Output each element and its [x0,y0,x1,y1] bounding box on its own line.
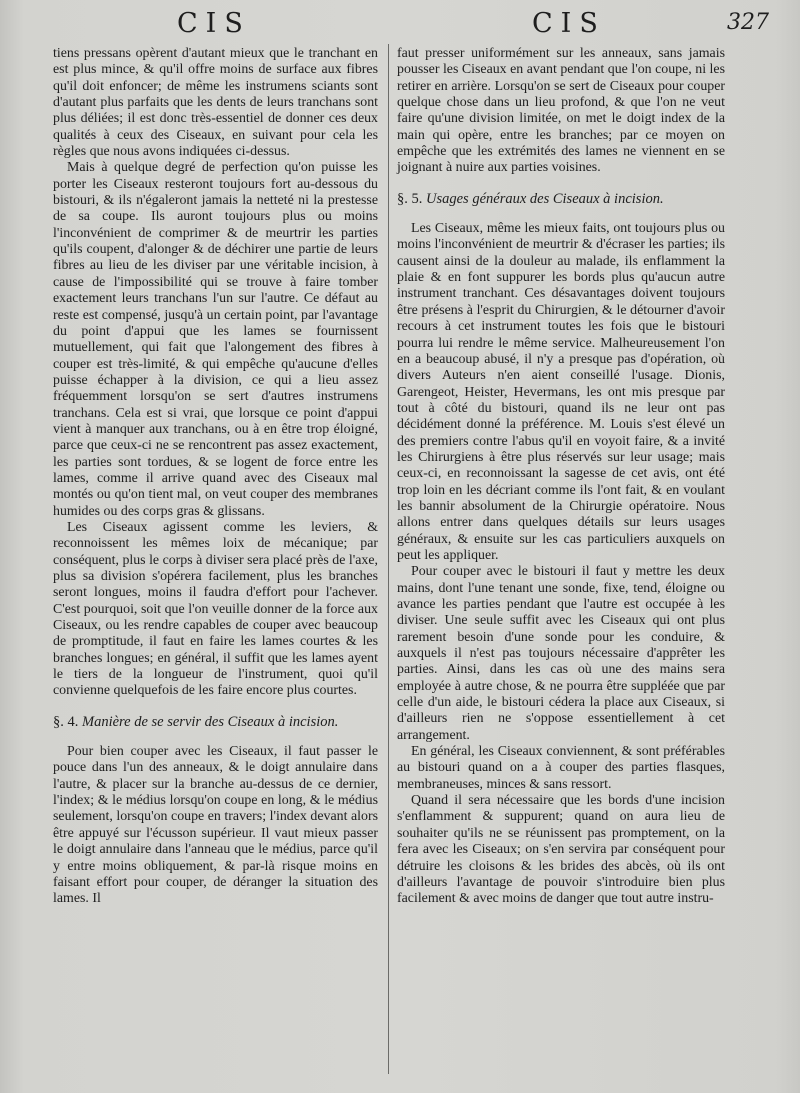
section-number: §. 5. [397,190,423,207]
running-header [0,8,800,42]
paragraph: En général, les Ciseaux conviennent, & sont préférables au bistouri quand on a à couper des parties flasques, membraneuses, minces & sans ressort. [397,744,725,792]
column-divider [388,44,389,1074]
header-left-title: CIS [177,8,251,39]
paragraph: Les Ciseaux, même les mieux faits, ont toujours plus ou moins l'inconvénient de meurtrir & d'écraser les parties; ils causent ainsi de la douleur au malade, ils enflamment la plaie & en font suppurer les bords plus qu'aucun autre instrument tranchant. Ces désavantages doivent toujours être présens à l'esprit du Chirurgien, & le détourner d'avoir recours à cet instrument toutes les fois que le bistouri pourra lui rendre le même service. Malheureusement l'on en a beaucoup abusé, il n'y a presque pas d'opération, où divers Auteurs n'en aient conseillé l'usage. Dionis, Garengeot, Heister, Hevermans, les ont mis presque par tout à côté du bistouri, quand ils ne leur ont pas décidément donné la préférence. M. Louis s'est élevé un des premiers contre l'abus qu'il en voyoit faire, & a invité les Chirurgiens à être plus réservés sur leur usage; mais ceux-ci, en reconnoissant la sagesse de cet avis, ont été trop loin en les décriant comme ils l'ont fait, & en voulant les bannir absolument de la Chirurgie opératoire. Nous allons entrer dans quelques détails sur leurs usages généraux, & ensuite sur les cas particuliers auxquels on peut les appliquer. [397,221,725,563]
paragraph: Pour bien couper avec les Ciseaux, il faut passer le pouce dans l'un des anneaux, & le doigt annulaire dans l'autre, & placer sur la branche au-dessus de ce dernier, l'index; & le médius lorsqu'on coupe en long, & le médius seulement, lorsqu'on coupe en travers; l'index devant alors être appuyé sur l'écusson supérieur. Il vaut mieux passer le doigt annulaire dans l'anneau que le médius, parce qu'il y entre moins obliquement, & par-là risque moins en faisant effort pour couper, de déranger la situation des lames. Il [53,744,378,907]
section-heading [397,191,725,207]
section-title: Usages généraux des Ciseaux à incision. [426,190,664,207]
section-heading [53,714,378,730]
paragraph: tiens pressans opèrent d'autant mieux que le tranchant en est plus mince, & qu'il offre moins de surface aux fibres qu'il doit enfoncer; de même les instrumens sciants sont d'autant plus parfaits que les dents de leurs tranchans sont plus déliées; il est donc très-essentiel de donner ces deux qualités à ceux des Ciseaux, en suivant pour cela les règles que nous avons indiquées ci-dessus. [53,46,378,160]
right-column [397,46,725,908]
paragraph: Quand il sera nécessaire que les bords d'une incision s'enflamment & suppurent; quand on aura lieu de souhaiter qu'ils ne se réunissent pas promptement, on la fera avec les Ciseaux; on s'en servira par conséquent pour détruire les cloisons & les brides des abcès, où ils ont d'ailleurs l'avantage de pouvoir s'introduire bien plus facilement & avec moins de danger que tout autre instru- [397,793,725,907]
paragraph: Pour couper avec le bistouri il faut y mettre les deux mains, dont l'une tenant une sonde, fixe, tend, éloigne ou avance les parties pendant que l'autre est occupée à les diviser. Une seule suffit avec les Ciseaux qui ont plus rarement besoin d'une sonde pour les conduire, & auxquels il n'est pas toujours nécessaire d'apprêter les parties. Ainsi, dans les cas où une des mains sera employée à autre chose, & ne pourra être suppléée que par celle d'un aide, le bistouri cédera la place aux Ciseaux, si d'ailleurs rien ne s'oppose essentiellement à cet arrangement. [397,564,725,743]
paragraph: faut presser uniformément sur les anneaux, sans jamais pousser les Ciseaux en avant pendant que l'on coupe, ni les retirer en arrière. Lorsqu'on se sert de Ciseaux pour couper quelque chose dans un lieu profond, & que l'on ne veut faire qu'une division limitée, on met le doigt index de la main qui opère, entre les branches; par ce moyen on empêche que les extrémités des lames ne viennent en se joignant à nuire aux parties voisines. [397,46,725,176]
left-column [53,46,378,908]
paragraph: Mais à quelque degré de perfection qu'on puisse les porter les Ciseaux resteront toujours fort au-dessous du bistouri, & ils n'égaleront jamais la netteté ni la prestesse de sa coupe. Ils auront toujours plus ou moins l'inconvénient de comprimer & de meurtrir les parties qu'ils coupent, d'alonger & de déchirer une partie de leurs fibres au lieu de les diviser par une véritable incision, à cause de l'impossibilité qui se trouve à faire tomber exactement leurs tranchans l'un sur l'autre. Ce défaut au reste est compensé, jusqu'à un certain point, par l'avantage du point d'appui que les lames se fournissent mutuellement, qui fait que l'alongement des fibres à couper est très-limité, & qui empêche qu'aucune d'elles puisse échapper à la division, ce qui a lieu assez fréquemment lorsqu'on se sert d'autres instrumens tranchans. Cela est si vrai, que lorsque ce point d'appui vient à manquer aux tranchans, ou à en être trop éloigné, parce que ceux-ci ne se rencontrent pas assez exactement, les parties sont tordues, & se logent de force entre les lames, comme il arrive quand avec des Ciseaux mal montés ou qu'on tient mal, on veut couper des membranes humides ou des corps gras & glissans. [53,160,378,519]
section-number: §. 4. [53,713,79,730]
section-title: Manière de se servir des Ciseaux à incision. [82,713,339,730]
paragraph: Les Ciseaux agissent comme les leviers, & reconnoissent les mêmes loix de mécanique; par conséquent, plus le corps à diviser sera placé près de l'axe, plus sa division s'opérera facilement, plus les branches seront longues, moins il faudra d'effort pour l'achever. C'est pourquoi, soit que l'on veuille donner de la force aux Ciseaux, ou les rendre capables de couper avec beaucoup de promptitude, il faut en faire les lames courtes & les branches longues; en général, il suffit que les lames ayent le tiers de la longueur de l'instrument, quoi qu'il convienne quelquefois de les faire encore plus courtes. [53,519,378,699]
page-number: 327 [727,10,769,35]
header-right-title: CIS [532,8,606,39]
